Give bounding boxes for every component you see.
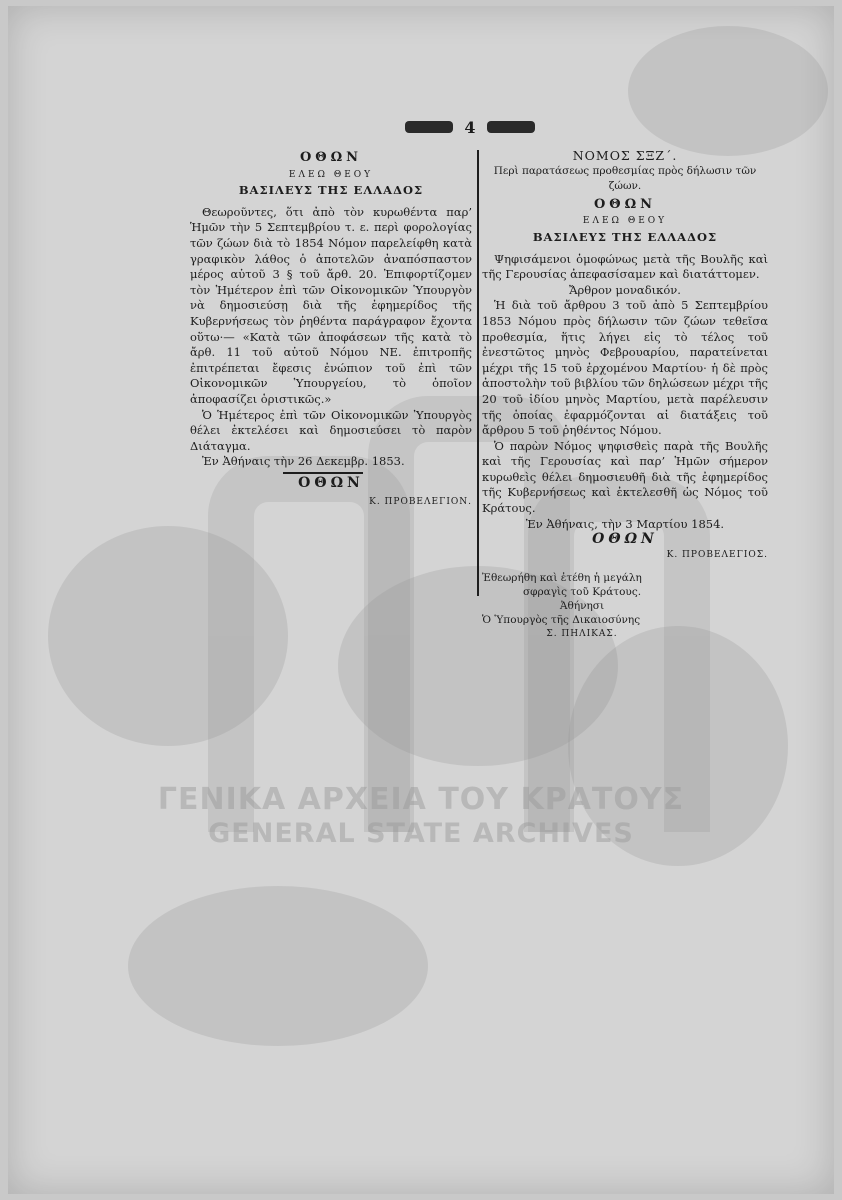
paper-stain (628, 26, 828, 156)
article-heading: Ἄρθρον μοναδικόν. (569, 282, 681, 297)
left-column (190, 148, 472, 511)
right-subheading: ΕΛΕΩ ΘΕΟΥ (582, 216, 668, 227)
watermark-greek: ΓΕΝΙΚΑ ΑΡΧΕΙΑ ΤΟΥ ΚΡΑΤΟΥΣ (157, 782, 685, 817)
right-signature: ΟΘΩΝ (592, 531, 658, 548)
left-paragraph-1: Θεωροῦντες, ὅτι ἀπὸ τὸν κυρωθέντα παρ’ Ἡμῶν τὴν 5 Σεπτεμβρίου τ. ε. περὶ φορολογίας τῶν ζώων διὰ τὸ 1854 Νόμον παρελείφθη κατὰ γραφικὸν λάθος ὁ ἀποτελῶν ἀναπόσπαστον μέρος αὐτοῦ 3 § τοῦ ἄρθ. 20. Ἐπιφορτίζομεν τὸν Ἡμέτερον ἐπὶ τῶν Οἰκονομικῶν Ὑπουργὸν νὰ δημοσιεύσῃ διὰ τῆς ἐφημερίδος τῆς Κυβερνήσεως τὸν ῥηθέντα παράγραφον ἔχοντα οὕτω·— «Κατὰ τῶν ἀποφάσεων τῆς κατὰ τὸ ἄρθ. 11 τοῦ αὐτοῦ Νόμου ΝΕ. ἐπιτροπῆς ἐπιτρέπεται ἔφεσις ἐνώπιον τοῦ ἐπὶ τῶν Οἰκονομικῶν Ὑπουργείου, τὸ ὁποῖον ἀποφασίζει ὁριστικῶς.» (190, 204, 472, 406)
page-number (405, 117, 535, 139)
seal-line-2: σφραγὶς τοῦ Κράτους. (522, 586, 642, 599)
ornament-right (487, 121, 535, 133)
left-title: ΒΑΣΙΛΕΥΣ ΤΗΣ ΕΛΛΑΔΟΣ (238, 183, 424, 198)
left-subheading: ΕΛΕΩ ΘΕΟΥ (288, 169, 374, 180)
right-column (482, 148, 768, 641)
seal-line-5: Σ. ΠΗΛΙΚΑΣ. (546, 629, 618, 640)
right-heading: ΟΘΩΝ (593, 196, 657, 212)
right-title: ΒΑΣΙΛΕΥΣ ΤΗΣ ΕΛΛΑΔΟΣ (532, 229, 718, 244)
right-countersign: Κ. ΠΡΟΒΕΛΕΓΙΟΣ. (666, 549, 768, 560)
column-divider (477, 150, 479, 596)
left-signature: ΟΘΩΝ (298, 474, 364, 491)
law-subject: Περὶ παρατάσεως προθεσμίας πρὸς δήλωσιν τῶν ζώων. (493, 164, 757, 193)
left-heading: ΟΘΩΝ (299, 150, 363, 165)
page-number-value: 4 (464, 118, 476, 137)
watermark-english: GENERAL STATE ARCHIVES (208, 818, 634, 849)
seal-line-1: Ἐθεωρήθη καὶ ἐτέθη ἡ μεγάλη (482, 572, 642, 585)
left-paragraph-2: Ὁ Ἡμέτερος ἐπὶ τῶν Οἰκονομικῶν Ὑπουργὸς θέλει ἐκτελέσει καὶ δημοσιεύσει τὸ παρὸν Διάταγμα. (190, 407, 472, 453)
right-paragraph-1: Ἡ διὰ τοῦ ἄρθρου 3 τοῦ ἀπὸ 5 Σεπτεμβρίου 1853 Νόμου πρὸς δήλωσιν τῶν ζώων τεθεῖσα προθεσμία, ἥτις λήγει εἰς τὸ τέλος τοῦ ἐνεστῶτος μηνὸς Φεβρουαρίου, παρατείνεται μέχρι τῆς 15 τοῦ ἐρχομένου Μαρτίου· ἡ δὲ πρὸς ἀποστολὴν τοῦ βιβλίου τῶν δηλώσεων μέχρι τῆς 20 τοῦ ἰδίου μηνὸς Μαρτίου, μετὰ παρέλευσιν τῆς ὁποίας ἐφαρμόζονται αἱ διατάξεις τοῦ ἄρθρου 5 τοῦ ῥηθέντος Νόμου. (482, 298, 768, 438)
law-title: ΝΟΜΟΣ ΣΞΖ΄. (572, 148, 678, 163)
ornament-left (405, 121, 453, 133)
paper-stain (128, 886, 428, 1046)
left-date: Ἐν Ἀθήναις τὴν 26 Δεκεμβρ. 1853. (202, 454, 405, 469)
right-intro: Ψηφισάμενοι ὁμοφώνως μετὰ τῆς Βουλῆς καὶ τῆς Γερουσίας ἀπεφασίσαμεν καὶ διατάττομεν. (482, 251, 768, 282)
left-countersign: Κ. ΠΡΟΒΕΛΕΓΙΟΝ. (369, 497, 472, 508)
right-paragraph-2: Ὁ παρὼν Νόμος ψηφισθεὶς παρὰ τῆς Βουλῆς καὶ τῆς Γερουσίας καὶ παρ’ Ἡμῶν σήμερον κυρωθεὶς θέλει δημοσιευθῆ διὰ τῆς ἐφημερίδος τῆς Κυβερνήσεως καὶ ἐκτελεσθῆ ὡς Νόμος τοῦ Κράτους. (482, 438, 768, 516)
right-date: Ἐν Ἀθήναις, τὴν 3 Μαρτίου 1854. (525, 516, 725, 531)
seal-line-3: Ἀθήνησι (559, 600, 605, 613)
seal-notice (482, 571, 682, 641)
seal-line-4: Ὁ Ὑπουργὸς τῆς Δικαιοσύνης (482, 614, 641, 627)
